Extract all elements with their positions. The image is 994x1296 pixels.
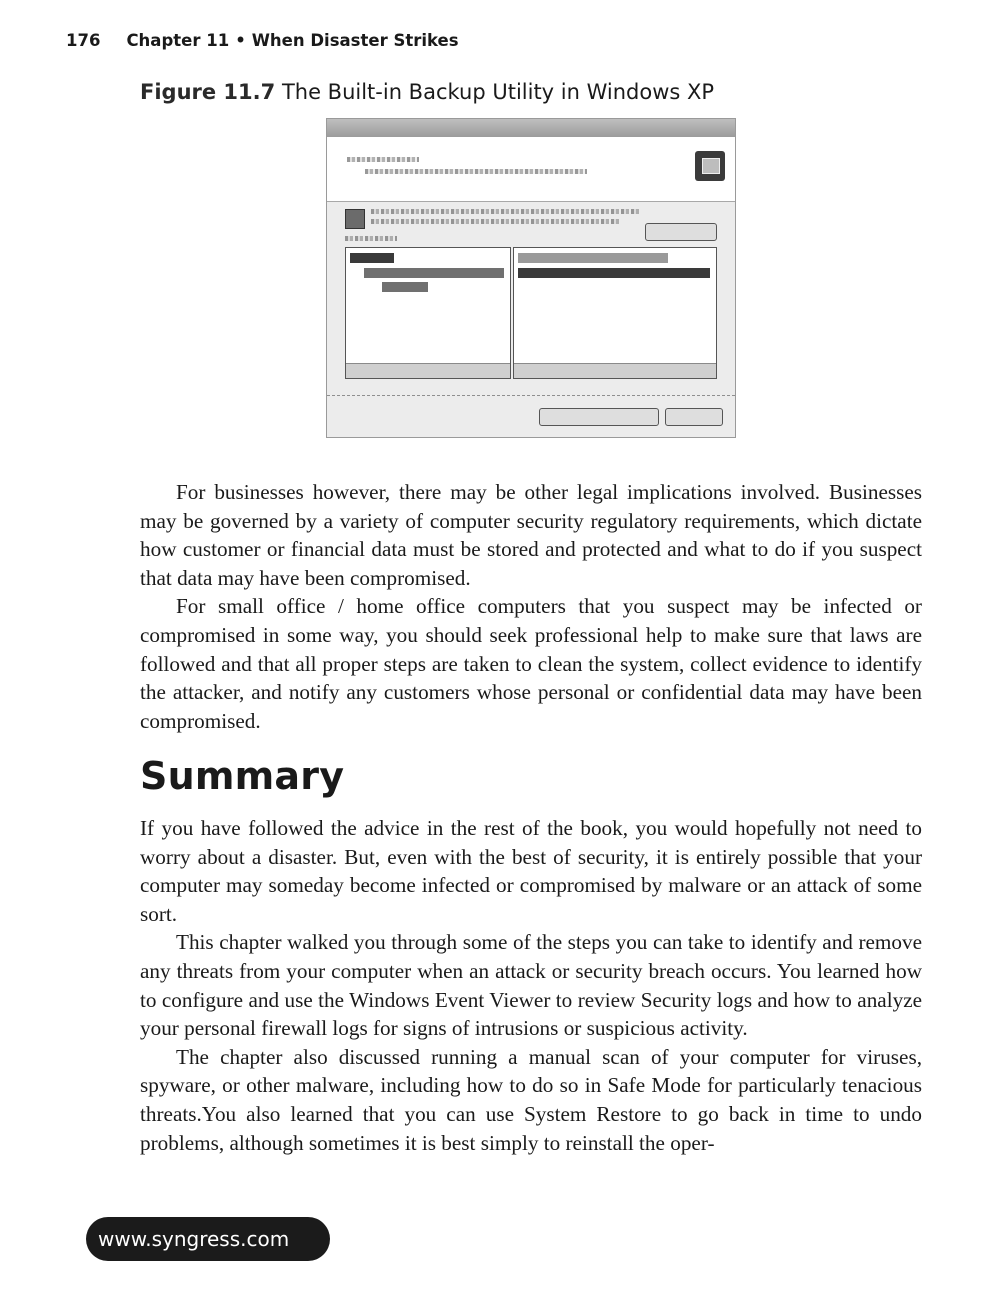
backup-wizard-screenshot [326, 118, 736, 438]
body-text-top [140, 478, 922, 735]
section-heading: Summary [140, 754, 345, 798]
paragraph: For small office / home office computers that you suspect may be infected or compromised in some way, you should seek professional help to make sure that laws are followed and that all proper steps are taken to clean the system, collect evidence to identify the attacker, and notify any customers whose personal or confidential data may have been compromised. [140, 594, 922, 733]
figure-cancel-button [665, 408, 723, 426]
backup-wizard-icon [695, 151, 725, 181]
paragraph: The chapter also discussed running a manual scan of your computer for viruses, spyware, or other malware, including how to do so in Safe Mode for particularly tenacious threats.You also learned that you can use System Restore to go back in time to undo problems, although sometimes it is best simply to reinstall the oper- [140, 1044, 922, 1155]
figure-tree-pane [345, 247, 511, 379]
running-head [66, 31, 459, 50]
figure-divider [327, 395, 735, 396]
figure-next-button [539, 408, 659, 426]
paragraph: If you have followed the advice in the rest of the book, you would hopefully not need to worry about a disaster. But, even with the best of security, it is entirely possible that your computer may someday become infected or compromised by malware or an attack of some sort. [140, 816, 922, 926]
chapter-number: Chapter 11 [126, 31, 230, 50]
chapter-title: When Disaster Strikes [251, 31, 459, 50]
folder-icon [345, 209, 365, 229]
figure-caption-text: The Built-in Backup Utility in Windows XP [281, 80, 715, 104]
paragraph: This chapter walked you through some of the steps you can take to identify and remove any threats from your computer when an attack or security breach occurs. You learned how to configure and use the Windows Event Viewer to review Security logs and how to analyze your personal firewall logs for signs of intrusions or suspicious activity. [140, 930, 922, 1041]
figure-window-titlebar [327, 119, 735, 137]
figure-caption [140, 80, 714, 104]
paragraph: For businesses however, there may be other legal implications involved. Businesses may be governed by a variety of computer security regulatory requirements, which dictate how customer or financial data must be stored and protected and what to do if you suspect that data may have been compromised. [140, 480, 922, 590]
bullet-separator: • [235, 31, 246, 50]
figure-list-pane [513, 247, 717, 379]
summary-body [140, 814, 922, 1157]
figure-label: Figure 11.7 [140, 80, 276, 104]
figure-browse-button [645, 223, 717, 241]
page-number: 176 [66, 31, 101, 50]
figure-wizard-header [327, 137, 735, 202]
footer-url-badge: www.syngress.com [86, 1217, 330, 1261]
